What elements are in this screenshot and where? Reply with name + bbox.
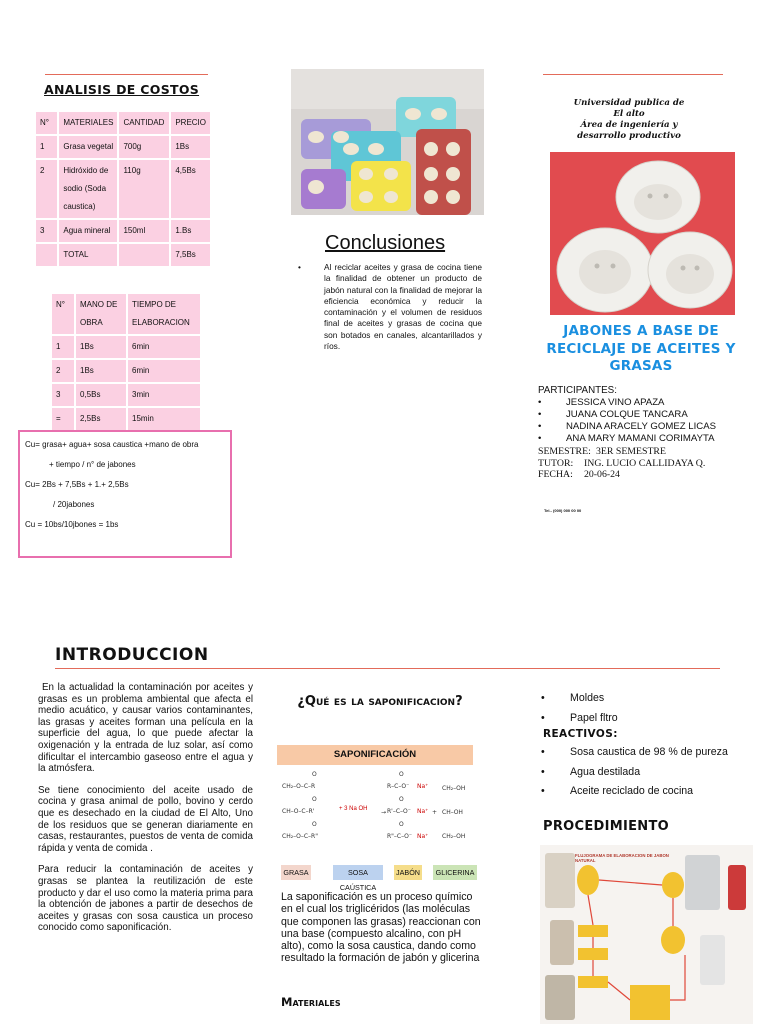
table-cell: 2: [52, 360, 74, 382]
reactivos-title: REACTIVOS:: [543, 728, 618, 740]
university-line: Área de ingeniería y: [580, 120, 678, 130]
table-row: [52, 336, 200, 358]
table-cell: 6min: [128, 336, 200, 358]
table-cell: 1: [36, 136, 57, 158]
table-cell: 2,5Bs: [76, 408, 126, 430]
intro-paragraph: Se tiene conocimiento del aceite usado de cocina y grasa animal de pollo, bovino y cerdo que es desechado en la ciudad de El Alto, Uno de los residuos que se generan diariamente en casas, restaurantes, puestos de venta de comida rápida y venta de comida .: [38, 784, 253, 854]
university-line: El alto: [613, 109, 645, 119]
svg-text:R–C–O⁻: R–C–O⁻: [387, 783, 410, 790]
soaps-illustration: [550, 152, 735, 315]
conclusions-item: [300, 262, 482, 352]
info-value: 3ER SEMESTRE: [596, 446, 666, 457]
participant-item: • JESSICA VINO APAZA: [538, 397, 716, 409]
intro-body: [38, 682, 253, 934]
participants-list: [538, 397, 716, 445]
soaps-photo: [550, 152, 735, 315]
intro-paragraph: Para reducir la contaminación de aceites y grasas se plantea la reutilización de este producto y dar el uso como la materia prima para la obtención de jabones a partir de desechos de aceites y grasas con sosa caustica un proceso conocido como saponificación.: [38, 864, 253, 934]
svg-text:CH–O–C–R': CH–O–C–R': [282, 808, 315, 815]
table-cell: TOTAL: [59, 244, 117, 266]
flowchart-title: FLUJOGRAMA DE ELABORACION DE JABON NATURAL: [575, 853, 669, 863]
reactivo-item: • Aceite reciclado de cocina: [541, 785, 741, 797]
svg-text:+: +: [432, 809, 438, 816]
table-cell: 0,5Bs: [76, 384, 126, 406]
table-cell: 3min: [128, 384, 200, 406]
materials-title: Materiales: [281, 995, 341, 1009]
table-header: N°: [52, 294, 74, 334]
table-cell: 3: [52, 384, 74, 406]
table-cell: 110g: [119, 160, 169, 218]
table-cell: Hidróxido de sodio (Soda caustica): [59, 160, 117, 218]
table-header-row: [52, 294, 200, 334]
reactivo-item: • Sosa caustica de 98 % de pureza: [541, 746, 741, 758]
table-cell: Grasa vegetal: [59, 136, 117, 158]
formula-line: / 20jabones: [53, 500, 95, 509]
saponification-title: ¿Qué es la saponificacion?: [297, 694, 463, 709]
reagent-label: + 3 Na OH: [339, 806, 368, 812]
divider-line: [543, 74, 723, 75]
university-line: desarrollo productivo: [577, 131, 681, 141]
formula-line: Cu = 10bs/10jbones = 1bs: [25, 520, 119, 529]
table-cell: 2: [36, 160, 57, 218]
info-value: 20-06-24: [584, 469, 620, 480]
table-cell: 6min: [128, 360, 200, 382]
table-cell: 15min: [128, 408, 200, 430]
cover-title: JABONES A BASE DE RECICLAJE DE ACEITES Y GRASAS: [546, 323, 736, 374]
formula-line: Cu= grasa+ agua+ sosa caustica +mano de obra: [25, 440, 199, 449]
table-cell: 150ml: [119, 220, 169, 242]
table-row: [52, 408, 200, 430]
participant-item: • NADINA ARACELY GOMEZ LICAS: [538, 421, 716, 433]
reactivo-item: • Agua destilada: [541, 766, 741, 778]
svg-text:O: O: [312, 796, 317, 803]
table-cell: =: [52, 408, 74, 430]
svg-text:O: O: [312, 771, 317, 778]
svg-text:O: O: [399, 771, 404, 778]
svg-text:O: O: [399, 821, 404, 828]
svg-text:R"–C–O⁻: R"–C–O⁻: [387, 833, 413, 840]
info-row: [538, 469, 705, 481]
info-label: SEMESTRE:: [538, 446, 591, 457]
table-cell: 1: [52, 336, 74, 358]
material-item: • Moldes: [541, 688, 741, 708]
svg-text:CH₂–O–C–R: CH₂–O–C–R: [282, 783, 316, 790]
conclusions-text: Al reciclar aceites y grasa de cocina tiene la finalidad de obtener un producto de jabón natural con la finalidad de mejorar la eficiencia económica y reducir la contaminación y el volumen de residuos final de aceites y grasas de cocina que son botados en canales, alcantarillados y ríos.: [324, 262, 482, 352]
university-block: [548, 98, 710, 142]
saponification-reaction-icon: [277, 768, 477, 858]
saponification-legend: [281, 865, 481, 892]
svg-text:CH₂–OH: CH₂–OH: [442, 785, 466, 792]
svg-text:Na⁺: Na⁺: [417, 783, 429, 790]
cost-title: ANALISIS DE COSTOS: [44, 82, 200, 97]
svg-text:CH₂–O–C–R": CH₂–O–C–R": [282, 833, 318, 840]
info-row: [538, 458, 705, 470]
table-cell: 7,5Bs: [171, 244, 210, 266]
flowchart-illustration: [540, 845, 753, 1024]
molds-illustration: [291, 69, 484, 215]
divider-line: [45, 74, 208, 75]
formula-box: [18, 430, 232, 558]
table-header: MATERIALES: [59, 112, 117, 134]
saponification-diagram-title: SAPONIFICACIÓN: [277, 745, 473, 765]
legend-soap: JABÓN: [394, 865, 422, 880]
table-header: TIEMPO DE ELABORACION: [128, 294, 200, 334]
svg-text:CH–OH: CH–OH: [442, 809, 463, 816]
info-label: TUTOR:: [538, 457, 574, 469]
legend-fat: GRASA: [281, 865, 311, 880]
svg-text:Na⁺: Na⁺: [417, 833, 429, 840]
svg-text:R'–C–O⁻: R'–C–O⁻: [387, 808, 411, 815]
procedure-title: PROCEDIMIENTO: [543, 819, 669, 834]
table-cell: [36, 244, 57, 266]
table-cell: 1Bs: [76, 360, 126, 382]
table-row: [36, 160, 210, 218]
university-line: Universidad publica de: [573, 98, 685, 108]
intro-title: INTRODUCCION: [55, 645, 209, 665]
table-cell: 1.Bs: [171, 220, 210, 242]
formula-line: Cu= 2Bs + 7,5Bs + 1.+ 2,5Bs: [25, 480, 129, 489]
table-cell: Agua mineral: [59, 220, 117, 242]
participants-label: PARTICIPANTES:: [538, 385, 617, 396]
table-header: N°: [36, 112, 57, 134]
table-row: [52, 360, 200, 382]
table-row: [36, 136, 210, 158]
conclusions-title: Conclusiones: [325, 232, 446, 254]
table-header: PRECIO: [171, 112, 210, 134]
table-cell: [119, 244, 169, 266]
saponification-diagram: [277, 768, 477, 858]
tel-text: Tel.- (000) 000 00 00: [544, 508, 582, 513]
table-header: CANTIDAD: [119, 112, 169, 134]
materials-list: [541, 688, 741, 728]
labor-table: [50, 292, 202, 432]
table-header-row: [36, 112, 210, 134]
reactivos-list: [541, 746, 741, 797]
molds-photo: [291, 69, 484, 215]
participant-item: • JUANA COLQUE TANCARA: [538, 409, 716, 421]
saponification-text: La saponificación es un proceso químico en el cual los triglicéridos (las moléculas que componen las grasas) reaccionan con una base (compuesto alcalino, con pH alto), como la sosa caustica, dando como resultado la formación de jabón y glicerina: [281, 891, 481, 965]
legend-caustic-soda: SOSA CAÚSTICA: [333, 865, 383, 880]
table-cell: 4,5Bs: [171, 160, 210, 218]
participants-block: [538, 385, 716, 445]
formula-line: + tiempo / n° de jabones: [49, 460, 136, 469]
table-cell: 700g: [119, 136, 169, 158]
table-row: [36, 244, 210, 266]
svg-text:CH₂–OH: CH₂–OH: [442, 833, 466, 840]
info-label: FECHA:: [538, 469, 573, 480]
svg-text:Na⁺: Na⁺: [417, 808, 429, 815]
divider-line: [55, 668, 720, 669]
intro-paragraph: En la actualidad la contaminación por aceites y grasas es un problema ambiental que afecta el medio acuático, y causar varios contaminantes, las grasas y aceites forman una película en la superficie del agua, lo que puede afectar la oxigenación y la entrada de luz solar, así como dificultar el intercambio gaseoso entre el agua y la atmósfera.: [38, 682, 253, 775]
info-value: ING. LUCIO CALLIDAYA Q.: [584, 457, 706, 469]
table-header: MANO DE OBRA: [76, 294, 126, 334]
table-row: [52, 384, 200, 406]
svg-text:O: O: [399, 796, 404, 803]
legend-glycerin: GLICERINA: [433, 865, 477, 880]
bullet-icon: •: [298, 262, 301, 272]
table-cell: 1Bs: [171, 136, 210, 158]
participant-item: • ANA MARY MAMANI CORIMAYTA: [538, 433, 716, 445]
table-cell: 1Bs: [76, 336, 126, 358]
svg-text:O: O: [312, 821, 317, 828]
materials-table: [34, 110, 212, 268]
svg-text:→: →: [381, 809, 387, 816]
table-row: [36, 220, 210, 242]
material-item: • Papel fltro: [541, 708, 741, 728]
info-block: [538, 446, 705, 481]
flowchart-image: [540, 845, 753, 1024]
info-row: [538, 446, 705, 458]
table-cell: 3: [36, 220, 57, 242]
